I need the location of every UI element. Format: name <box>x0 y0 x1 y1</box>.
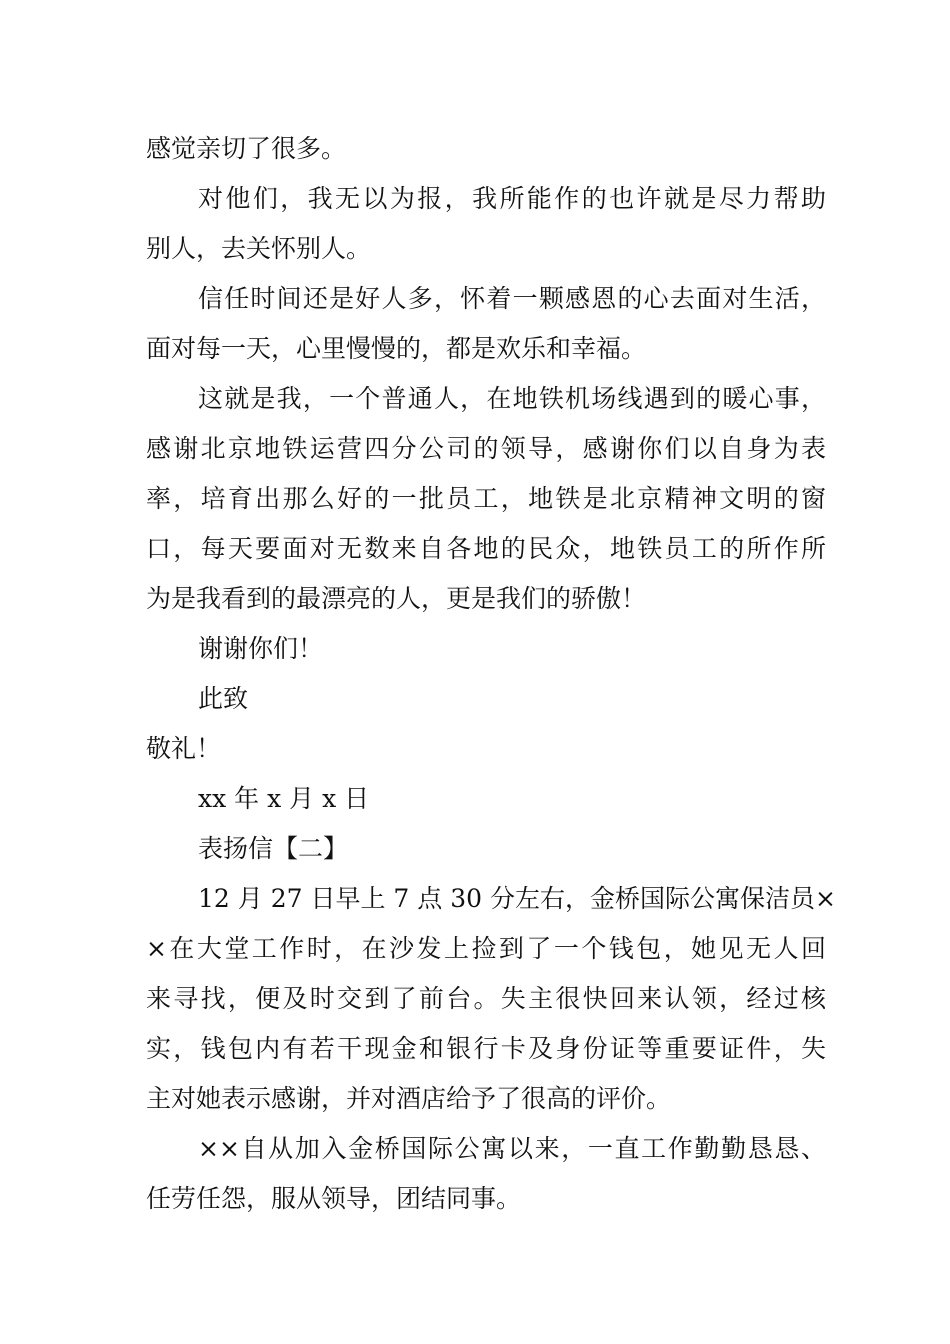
text-line: 面对每一天，心里慢慢的，都是欢乐和幸福。 <box>146 334 647 363</box>
date-line: xx 年 x 月 x 日 <box>198 784 370 813</box>
section-heading: 表扬信【二】 <box>198 834 349 863</box>
text-line: 谢谢你们！ <box>198 634 324 663</box>
text-line: 来寻找，便及时交到了前台。失主很快回来认领，经过核 <box>146 984 826 1013</box>
text-line: 主对她表示感谢，并对酒店给予了很高的评价。 <box>146 1084 672 1113</box>
text-line: 率，培育出那么好的一批员工，地铁是北京精神文明的窗 <box>146 484 826 513</box>
text-line: 为是我看到的最漂亮的人，更是我们的骄傲！ <box>146 584 647 613</box>
text-line: 别人，去关怀别人。 <box>146 234 372 263</box>
text-line: 信任时间还是好人多，怀着一颗感恩的心去面对生活， <box>198 284 826 313</box>
text-line: 感谢北京地铁运营四分公司的领导，感谢你们以自身为表 <box>146 434 826 463</box>
text-line: 感觉亲切了很多。 <box>146 134 347 163</box>
text-line: 这就是我，一个普通人，在地铁机场线遇到的暖心事， <box>198 384 826 413</box>
text-line: ×在大堂工作时，在沙发上捡到了一个钱包，她见无人回 <box>146 934 826 963</box>
text-line: 敬礼！ <box>146 734 222 763</box>
text-line: 此致 <box>198 684 249 713</box>
text-line: 实，钱包内有若干现金和银行卡及身份证等重要证件，失 <box>146 1034 826 1063</box>
text-line: 12 月 27 日早上 7 点 30 分左右，金桥国际公寓保洁员× <box>198 884 836 913</box>
text-line: 任劳任怨，服从领导，团结同事。 <box>146 1184 522 1213</box>
text-line: 对他们，我无以为报，我所能作的也许就是尽力帮助 <box>198 184 826 213</box>
text-line: 口，每天要面对无数来自各地的民众，地铁员工的所作所 <box>146 534 826 563</box>
text-line: ××自从加入金桥国际公寓以来，一直工作勤勤恳恳、 <box>198 1134 826 1163</box>
